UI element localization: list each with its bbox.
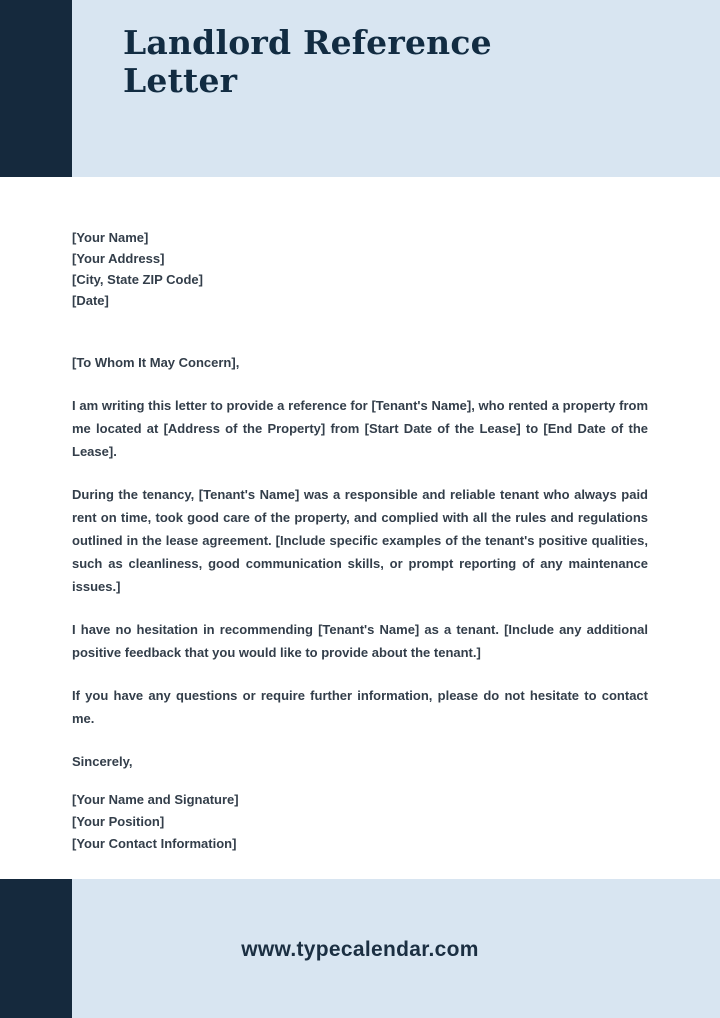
letter-paragraph-tenancy: During the tenancy, [Tenant's Name] was a responsible and reliable tenant who always paid rent on time, took good care of the property, and complied with all the rules and regulations outlined in the lease agreement. [Include specific examples of the tenant's positive qualities, such as cleanliness, good communication skills, or prompt reporting of any maintenance issues.]	[72, 487, 648, 594]
letter-body	[72, 177, 648, 855]
sender-block	[72, 227, 648, 311]
header-corner-block	[0, 0, 72, 177]
sender-city-line: [City, State ZIP Code]	[72, 272, 203, 287]
letter-paragraph-contact: If you have any questions or require further information, please do not hesitate to contact me.	[72, 688, 648, 726]
footer-band	[0, 879, 720, 1018]
sender-date-line: [Date]	[72, 293, 109, 308]
header-band	[0, 0, 720, 177]
signature-block	[72, 789, 648, 855]
signature-position-line: [Your Position]	[72, 814, 165, 829]
sender-address-line: [Your Address]	[72, 251, 165, 266]
letter-paragraph-recommendation: I have no hesitation in recommending [Tenant's Name] as a tenant. [Include any additional positive feedback that you would like to provide about the tenant.]	[72, 622, 648, 660]
signature-name-line: [Your Name and Signature]	[72, 792, 239, 807]
footer-url: www.typecalendar.com	[241, 938, 479, 961]
page-title: Landlord Reference Letter	[123, 23, 492, 100]
salutation: [To Whom It May Concern],	[72, 355, 240, 370]
signature-contact-line: [Your Contact Information]	[72, 836, 237, 851]
sender-name-line: [Your Name]	[72, 230, 149, 245]
letter-paragraph-intro: I am writing this letter to provide a reference for [Tenant's Name], who rented a property from me located at [Address of the Property] from [Start Date of the Lease] to [End Date of the Lease].	[72, 398, 648, 459]
closing: Sincerely,	[72, 754, 133, 769]
